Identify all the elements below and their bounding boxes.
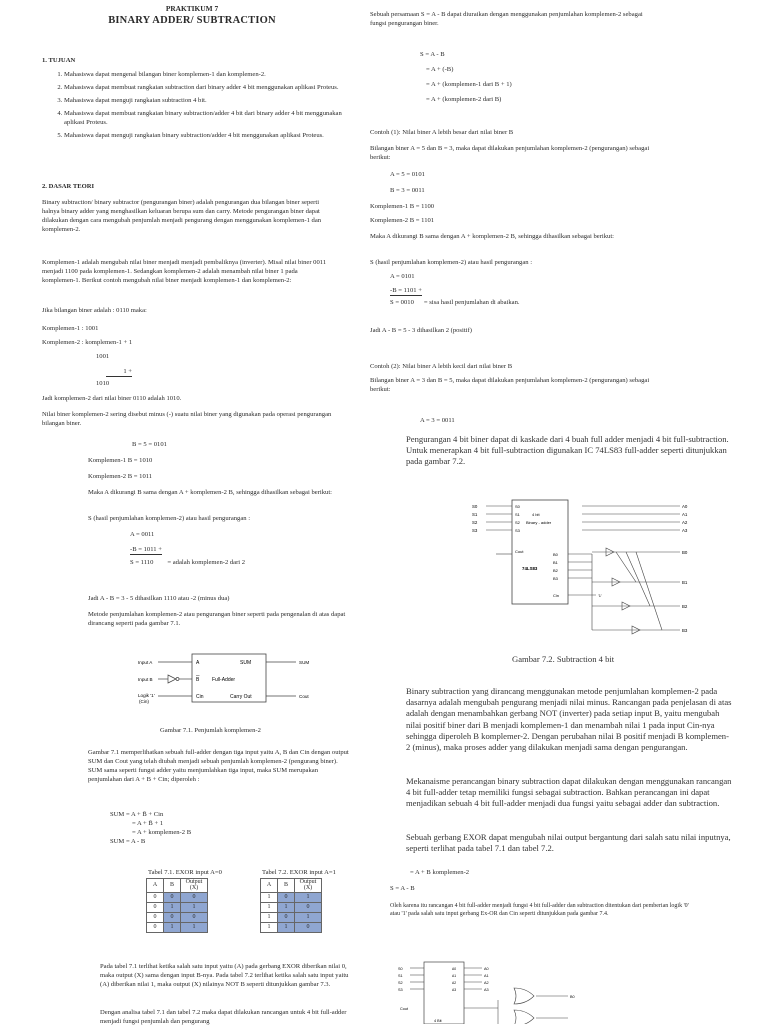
pin-label: A1 — [682, 512, 688, 517]
equation-line: = A + (komplemen-2 dari B) — [426, 96, 502, 104]
tujuan-item: 4. Mahasiswa dapat membuat rangkaian binary subtraction/adder 4 bit dari binary adder 4 bit menggunakan aplikasi Proteus. — [64, 109, 342, 127]
pin-label: B0 — [682, 550, 688, 555]
table-cell: 1 — [261, 922, 278, 932]
table-7-1 — [146, 868, 222, 933]
example-heading: Contoh (2): Nilai biner A lebih kecil dari nilai biner B — [370, 363, 513, 370]
calc-value: 1 + — [106, 361, 132, 377]
calc-block — [96, 352, 132, 388]
dasar-teori-heading: 2. DASAR TEORI — [42, 183, 95, 190]
pin-label: S3 — [515, 528, 520, 533]
chip-name: 74LS83 — [522, 566, 538, 571]
table-cell: 1 — [261, 902, 278, 912]
value-line: A = 3 = 0011 — [420, 417, 455, 424]
figure-7-2-subtraction-4bit — [466, 496, 696, 646]
table-row — [261, 879, 322, 893]
pin-label: A3 — [484, 988, 489, 992]
table-cell: 0 — [278, 892, 295, 902]
tujuan-item: 3. Mahasiswa dapat menguji rangkaian subtraction 4 bit. — [64, 96, 342, 105]
paragraph: Gambar 7.1 memperlihatkan sebuah full-adder dengan tiga input yaitu A, B dan Cin dengan output SUM dan Cout yang telah diubah menjadi sebuah penjumlah komplemen-2 (pengurang biner). SUM sama seperti fungsi adder yaitu menjumlahkan tiga input, maka SUM merupakan penjumlahan dari A + B + Cin; diperoleh : — [88, 749, 349, 784]
figure-7-1-full-adder — [136, 650, 346, 710]
adder-ic-block — [424, 962, 464, 1024]
paragraph: Oleh karena itu rancangan 4 bit full-adder menjadi fungsi 4 bit full-adder dan subtraction ditentukan dari pemberian logik '0' atau '1' pada salah satu input gerbang Ex-OR dan Cin seperti ditunjukkan pada gambar 7.4. — [390, 903, 689, 918]
fig-label: (Cin) — [139, 699, 149, 704]
table-title: Tabel 7.1. EXOR input A=0 — [148, 869, 222, 876]
table-cell: 1 — [261, 912, 278, 922]
pin-label: A1 — [484, 974, 489, 978]
pin-label: B0 — [553, 552, 558, 557]
table-cell: 0 — [147, 892, 164, 902]
figure-caption: Gambar 7.1. Penjumlah komplemen-2 — [160, 727, 261, 734]
pin-label: S1 — [515, 512, 520, 517]
pin-label: B0 — [570, 995, 575, 999]
pin-label: A0 — [484, 967, 489, 971]
value-line: B = 3 = 0011 — [390, 187, 425, 194]
table-row — [261, 902, 322, 912]
paragraph: Maka A dikurangi B sama dengan A + komplemen-2 B, sehingga dihasilkan sebagai berikut: — [370, 233, 614, 240]
pin-label: Cout — [400, 1007, 409, 1011]
pin-label: S2 — [515, 520, 520, 525]
paragraph-large: Pengurangan 4 bit biner dapat di kaskade dari 4 buah full adder menjadi 4 bit full-subtraction. Untuk menerapkan 4 bit full-subtraction digunakan IC 74LS83 full-adder seperti ditunjukkan pada gambar 7.2. — [406, 434, 729, 467]
fig-label: Logik '1' — [138, 693, 155, 698]
pin-label: B1 — [682, 580, 688, 585]
pin-label: Cin — [553, 593, 560, 598]
xor-gate-icon — [514, 988, 534, 1004]
fig-label: A — [196, 660, 200, 666]
equation-block — [420, 50, 512, 104]
calc-value: -B = 1011 + — [130, 539, 162, 555]
pin-label: B3 — [553, 576, 558, 581]
pin-label: A2 — [484, 981, 489, 985]
pin-label: S2 — [472, 520, 478, 525]
calc-value: 1001 — [96, 353, 110, 360]
pin-label: A0 — [682, 504, 688, 509]
table-row — [147, 902, 208, 912]
pin-label: S0 — [515, 504, 520, 509]
komplemen-1-line: Komplemen-1 : 1001 — [42, 325, 99, 332]
table-cell: 0 — [295, 922, 322, 932]
equation-line: = A + komplemen-2 B — [132, 829, 192, 837]
pin-label: Cout — [515, 549, 524, 554]
equation-block — [110, 810, 191, 846]
pin-label: S1 — [472, 512, 478, 517]
equation-line: = A + (komplemen-1 dari B + 1) — [426, 81, 512, 89]
pin-label: '1' — [598, 593, 602, 598]
page-title: BINARY ADDER/ SUBTRACTION — [108, 15, 276, 27]
paragraph: Sebuah persamaan S = A - B dapat diuraikan dengan menggunakan penjumlahan komplemen-2 sebagai fungsi pengurangan biner. — [370, 11, 643, 28]
pin-label: A2 — [452, 981, 457, 985]
equation-line: SUM = A - B — [110, 838, 146, 846]
tujuan-list — [42, 70, 342, 145]
table-cell: 1 — [164, 922, 181, 932]
exor-table-a0 — [146, 878, 208, 933]
paragraph: S (hasil penjumlahan komplemen-2) atau hasil pengurangan : — [370, 259, 533, 266]
pin-label: A2 — [682, 520, 688, 525]
pin-label: A0 — [452, 967, 457, 971]
fig-label: SUM — [240, 660, 252, 666]
figure-7-4-adder-subtractor — [398, 960, 598, 1024]
fig-label: Carry Out — [230, 694, 252, 700]
table-header: B — [278, 879, 295, 893]
pin-label: B1 — [553, 560, 558, 565]
table-row — [261, 922, 322, 932]
table-cell: 0 — [147, 912, 164, 922]
komplemen-2-line: Komplemen-2 : komplemen-1 + 1 — [42, 339, 133, 346]
fig-label: Input A — [138, 660, 153, 665]
pin-label: S0 — [472, 504, 478, 509]
chip-text: 4 bit — [532, 512, 540, 517]
table-cell: 1 — [181, 902, 208, 912]
calc-block — [130, 530, 245, 567]
tujuan-heading: 1. TUJUAN — [42, 57, 76, 64]
not-gate-icon — [168, 675, 176, 683]
calc-note: = sisa hasil penjumlahan di abaikan. — [423, 299, 520, 307]
komplemen-2-line: Komplemen-2 B = 1101 — [370, 217, 435, 224]
table-cell: 1 — [261, 892, 278, 902]
table-cell: 0 — [278, 912, 295, 922]
equation-line: = A + B komplemen-2 — [410, 869, 470, 876]
pin-label: S3 — [398, 988, 403, 992]
table-header: A — [147, 879, 164, 893]
paragraph: Maka A dikurangi B sama dengan A + komplemen-2 B, sehingga dihasilkan sebagai berikut: — [88, 489, 332, 496]
table-header: B — [164, 879, 181, 893]
table-cell: 0 — [147, 922, 164, 932]
pin-label: S2 — [398, 981, 403, 985]
calc-result: S = 0010 — [390, 299, 414, 307]
calc-result: S = 1110 — [130, 559, 154, 567]
table-cell: 0 — [164, 892, 181, 902]
paragraph-large: Mekanaisme perancangan binary subtraction dapat dilakukan dengan menggunakan rancangan 4 bit full-adder tetap memiliki fungsi sebagai subtraction. Bahkan perancangan ini dapat menjadikan sebuah 4 bit full-adder menjadi dua fungsi yaitu sebagai adder dan subtraction. — [406, 776, 732, 809]
equation-line: SUM = A + B̄ + Cin — [110, 811, 164, 818]
pin-label: A1 — [452, 974, 457, 978]
tujuan-item: 5. Mahasiswa dapat menguji rangkaian binary subtraction/adder 4 bit menggunakan aplikasi Proteus. — [64, 131, 342, 140]
table-cell: 1 — [164, 902, 181, 912]
exor-table-a1 — [260, 878, 322, 933]
table-row — [147, 892, 208, 902]
equation-line: = A + (-B) — [426, 66, 454, 74]
paragraph: Bilangan biner A = 3 dan B = 5, maka dapat dilakukan penjumlahan komplemen-2 (pengurangan) sebagai berikut: — [370, 377, 650, 394]
paragraph: Pada tabel 7.1 terlihat ketika salah satu input yaitu (A) pada gerbang EXOR diberikan nilai 0, maka output (X) sama dengan input B-nya. Pada tabel 7.2 terlihat ketika salah satu input yaitu (A) diberikan nilai 1, maka output (X) nilainya NOT B seperti ditunjukkan gambar 7.3. — [100, 963, 349, 989]
paragraph: Jadi A - B = 5 - 3 dihasilkan 2 (positif) — [370, 327, 472, 334]
table-cell: 1 — [181, 922, 208, 932]
table-row — [261, 912, 322, 922]
paragraph: Jadi komplemen-2 dari nilai biner 0110 adalah 1010. — [42, 395, 182, 402]
paragraph: Jika bilangan biner adalah : 0110 maka: — [42, 307, 147, 314]
tujuan-item: 1. Mahasiswa dapat mengenal bilangan biner komplemen-1 dan komplemen-2. — [64, 70, 342, 79]
table-cell: 0 — [147, 902, 164, 912]
paragraph: Metode penjumlahan komplemen-2 atau pengurangan biner seperti pada pengenalan di atas dapat dirancang seperti pada gambar 7.1. — [88, 611, 346, 628]
xor-gate-icon — [514, 1010, 534, 1024]
komplemen-1-line: Komplemen-1 B = 1100 — [370, 203, 435, 210]
table-cell: 0 — [181, 892, 208, 902]
paragraph: Komplemen-1 adalah mengubah nilai biner menjadi menjadi pembaliknya (inverter). Misal nilai biner 0011 menjadi 1100 pada komplemen-1. Sedangkan komplemen-2 adalah menambah nilai biner 1 pada komplemen-1. Berikut contoh mengubah nilai biner menjadi komplemen-1 dan komplemen-2: — [42, 259, 327, 285]
paragraph: Nilai biner komplemen-2 sering disebut minus (-) suatu nilai biner yang digunakan pada operasi pengurangan bilangan biner. — [42, 411, 332, 428]
table-7-2 — [260, 868, 336, 933]
equation-line: S = A - B — [390, 885, 415, 892]
table-row — [261, 892, 322, 902]
table-cell: 1 — [278, 922, 295, 932]
pin-label: S3 — [472, 528, 478, 533]
pin-label: A3 — [682, 528, 688, 533]
fig-label: Full-Adder — [212, 677, 236, 683]
figure-caption: Gambar 7.2. Subtraction 4 bit — [512, 654, 615, 664]
calc-note: = adalah komplemen-2 dari 2 — [167, 559, 246, 567]
table-row — [147, 879, 208, 893]
table-title: Tabel 7.2. EXOR input A=1 — [262, 869, 336, 876]
paragraph: Jadi A - B = 3 - 5 dihasilkan 1110 atau -2 (minus dua) — [88, 595, 230, 602]
table-cell: 1 — [295, 892, 322, 902]
praktikum-label: PRAKTIKUM 7 — [165, 4, 219, 13]
pin-label: B2 — [553, 568, 558, 573]
equation-line: = A + B̄ + 1 — [132, 820, 164, 828]
pin-label: A3 — [452, 988, 457, 992]
paragraph-large: Binary subtraction yang dirancang menggunakan metode penjumlahan komplemen-2 pada dasarnya adalah mengubah pengurang menjadi nilai minus. Rancangan pada penjelasan di atas adalah dengan menambahkan gerbang NOT (inverter) pada setiap input B, yaitu mengubah nilai positif biner dari B menjadi komplemen-1 dan menambah nilai 1 pada input Cin-nya sehingga diperoleh B komplemer-2. Dengan perubahan nilai B positif menjadi B komplemen-2 (minus), maka proses adder yang dilakukan menjadi sama dengan pengurangan. — [406, 686, 732, 752]
pin-label: S0 — [398, 967, 403, 971]
paragraph: Binary subtraction/ binary subtractor (pengurangan biner) adalah pengurangan dua bilangan biner seperti halnya binary adder yang menghasilkan keluaran berupa sum dan carry. Metode pengurangan biner dapat dilakukan dengan cara mengubah penjumlah menjadi pengurang dengan menggunakan komplemen-1 dan komplemen-2. — [42, 199, 322, 234]
calc-value: A = 0101 — [390, 273, 415, 280]
calc-result: 1010 — [96, 380, 110, 388]
calc-value: A = 0011 — [130, 531, 155, 538]
calc-block — [390, 272, 520, 307]
equation-line: S = A - B — [420, 51, 445, 58]
fig-label: Input B — [138, 677, 153, 682]
table-cell: 1 — [278, 902, 295, 912]
paragraph: S (hasil penjumlahan komplemen-2) atau hasil pengurangan : — [88, 515, 251, 522]
pin-label: B3 — [682, 628, 688, 633]
fig-label: SUM — [299, 660, 310, 665]
b5-line: B = 5 = 0101 — [132, 441, 167, 448]
paragraph: Bilangan biner A = 5 dan B = 3, maka dapat dilakukan penjumlahan komplemen-2 (pengurangan) sebagai berikut: — [370, 145, 650, 162]
fig-label: Cin — [196, 694, 204, 700]
paragraph: Dengan analisa tabel 7.1 dan tabel 7.2 maka dapat dilakukan rancangan untuk 4 bit full-adder menjadi fungsi penjumlah dan pengurang — [100, 1009, 347, 1026]
komplemen-1-line: Komplemen-1 B = 1010 — [88, 457, 153, 464]
pin-label: B2 — [682, 604, 688, 609]
table-cell: 1 — [295, 912, 322, 922]
table-row — [147, 922, 208, 932]
doc-header — [42, 4, 342, 29]
table-cell: 0 — [181, 912, 208, 922]
pin-label: S1 — [398, 974, 403, 978]
value-line: A = 5 = 0101 — [390, 171, 425, 178]
komplemen-2-line: Komplemen-2 B = 1011 — [88, 473, 153, 480]
chip-name: 4 Bit — [434, 1019, 442, 1023]
example-heading: Contoh (1): Nilai biner A lebih besar dari nilai biner B — [370, 129, 514, 136]
table-header: Output (X) — [181, 879, 208, 893]
chip-text: Binary - adder — [526, 520, 552, 525]
paragraph-large: Sebuah gerbang EXOR dapat mengubah nilai output bergantung dari salah satu nilai inputnya, seperti terlihat pada tabel 7.1 dan tabel 7.2. — [406, 832, 731, 854]
table-cell: 0 — [295, 902, 322, 912]
table-cell: 0 — [164, 912, 181, 922]
calc-value: -B = 1101 + — [390, 281, 422, 296]
table-header: Output (X) — [295, 879, 322, 893]
fig-label: B — [196, 677, 200, 683]
tujuan-item: 2. Mahasiswa dapat membuat rangkaian subtraction dari binary adder 4 bit menggunakan aplikasi Proteus. — [64, 83, 342, 92]
table-row — [147, 912, 208, 922]
table-header: A — [261, 879, 278, 893]
fig-label: Cout — [299, 694, 309, 699]
